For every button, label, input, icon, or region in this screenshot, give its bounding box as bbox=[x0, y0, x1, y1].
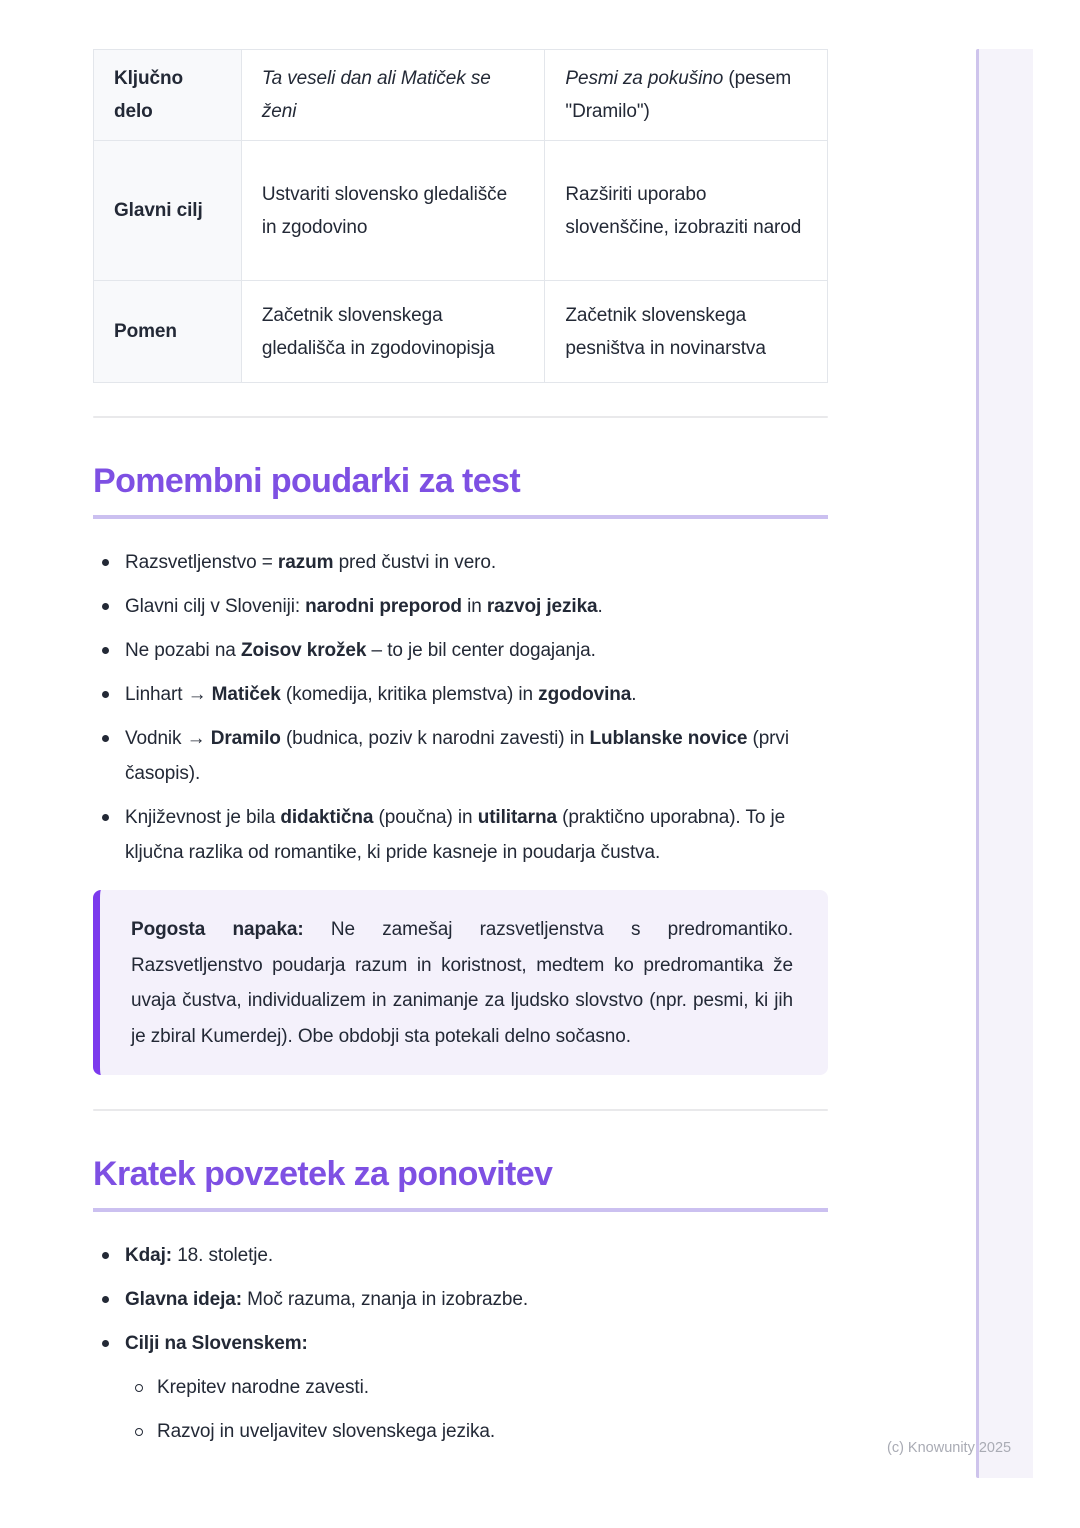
table-row bbox=[94, 50, 828, 141]
vodnik-cell bbox=[545, 50, 828, 141]
work-title: Ta veseli dan ali Matiček se ženi bbox=[261, 68, 491, 122]
text-run: (budnica, poziv k narodni zavesti) in bbox=[280, 728, 590, 749]
text-run: . bbox=[597, 596, 603, 617]
text-run: Cilji na Slovenskem: bbox=[125, 1333, 308, 1354]
list-item bbox=[93, 1238, 828, 1273]
vodnik-cell: Razširiti uporabo slovenščine, izobraziti narod bbox=[545, 141, 828, 281]
list-item bbox=[93, 545, 828, 580]
sub-list-item: Razvoj in uveljavitev slovenskega jezika. bbox=[125, 1414, 828, 1449]
list-item bbox=[93, 633, 828, 668]
summary-section-title: Kratek povzetek za ponovitev bbox=[93, 1155, 828, 1212]
section-divider bbox=[93, 1109, 828, 1111]
callout-text: Ne zamešaj razsvetljenstva s predromantiko. Razsvetljenstvo poudarja razum in koristnost, medtem ko predromantika že uvaja čustva, individualizem in zanimanje za ljudsko slovstvo (npr. pesmi, ki jih je zbiral Kumerdej). Obe obdobji sta potekali delno sočasno. bbox=[131, 919, 794, 1047]
text-run: didaktična bbox=[280, 807, 374, 828]
text-run: pred čustvi in vero. bbox=[333, 552, 497, 573]
list-item bbox=[93, 721, 828, 791]
text-run: 18. stoletje. bbox=[172, 1245, 274, 1266]
text-run: . bbox=[631, 684, 637, 705]
text-run: Dramilo bbox=[210, 728, 281, 749]
copyright-note: (c) Knowunity 2025 bbox=[887, 1440, 1012, 1456]
text-run: Moč razuma, znanja in izobrazbe. bbox=[241, 1289, 529, 1310]
list-item bbox=[93, 800, 828, 870]
text-run: Lublanske novice bbox=[589, 728, 748, 749]
text-run: (prvi časopis). bbox=[125, 728, 789, 784]
linhart-cell: Ustvariti slovensko gledališče in zgodovino bbox=[241, 141, 545, 281]
list-item bbox=[93, 1282, 828, 1317]
section-divider bbox=[93, 416, 828, 418]
vodnik-cell: Začetnik slovenskega pesništva in novinarstva bbox=[545, 281, 828, 383]
highlights-list bbox=[93, 545, 828, 870]
text-run: (praktično uporabna). To je ključna razlika od romantike, ki pride kasneje in poudarja čustva. bbox=[125, 807, 786, 863]
list-item bbox=[93, 589, 828, 624]
next-page-edge[interactable] bbox=[976, 49, 1033, 1478]
text-run: Zoisov krožek bbox=[240, 640, 367, 661]
table-row bbox=[94, 141, 828, 281]
list-item bbox=[93, 677, 828, 712]
table-row bbox=[94, 281, 828, 383]
text-run: – to je bil center dogajanja. bbox=[366, 640, 596, 661]
callout-label: Pogosta napaka: bbox=[131, 919, 304, 940]
text-run: utilitarna bbox=[477, 807, 557, 828]
text-run: Kdaj: bbox=[125, 1245, 173, 1266]
text-run: zgodovina bbox=[538, 684, 632, 705]
text-run: (komedija, kritika plemstva) in bbox=[280, 684, 539, 705]
sub-list-item: Krepitev narodne zavesti. bbox=[125, 1370, 828, 1405]
list-item bbox=[93, 1326, 828, 1449]
text-run: (poučna) in bbox=[373, 807, 478, 828]
text-run: Književnost je bila bbox=[125, 807, 281, 828]
text-run: Glavni cilj v Sloveniji: bbox=[125, 596, 306, 617]
text-run: razvoj jezika bbox=[486, 596, 598, 617]
text-run: in bbox=[461, 596, 487, 617]
highlights-section-title: Pomembni poudarki za test bbox=[93, 462, 828, 519]
sub-list bbox=[125, 1370, 828, 1449]
comparison-table bbox=[93, 49, 828, 383]
row-label-cell: Glavni cilj bbox=[94, 141, 242, 281]
linhart-cell bbox=[241, 50, 545, 141]
text-run: Razsvetljenstvo = bbox=[125, 552, 278, 573]
text-run: Matiček bbox=[211, 684, 281, 705]
linhart-cell: Začetnik slovenskega gledališča in zgodovinopisja bbox=[241, 281, 545, 383]
text-run: razum bbox=[277, 552, 334, 573]
summary-list bbox=[93, 1238, 828, 1449]
note-content bbox=[93, 0, 828, 1458]
row-label-cell: Pomen bbox=[94, 281, 242, 383]
text-run: narodni preporod bbox=[305, 596, 462, 617]
row-label-cell: Ključno delo bbox=[94, 50, 242, 141]
text-run: Vodnik → bbox=[125, 728, 211, 749]
text-run: Glavna ideja: bbox=[125, 1289, 242, 1310]
text-run: Ne pozabi na bbox=[125, 640, 241, 661]
text-run: Linhart → bbox=[125, 684, 212, 705]
common-mistake-callout bbox=[93, 890, 828, 1075]
work-note: (pesem "Dramilo") bbox=[565, 68, 792, 122]
work-title: Pesmi za pokušino bbox=[565, 68, 724, 89]
